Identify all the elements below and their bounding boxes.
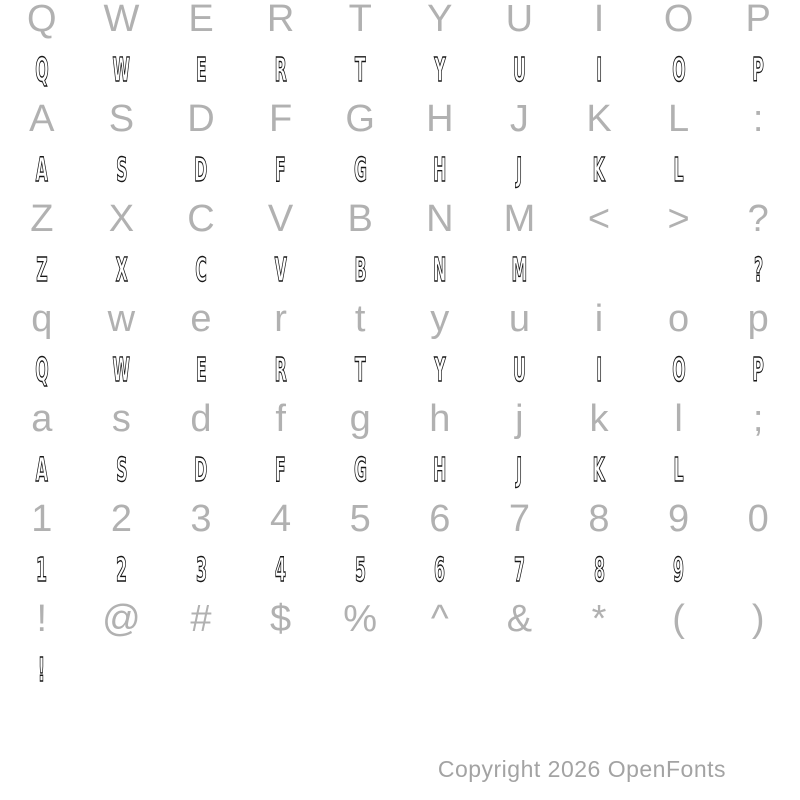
- custom-glyph-row: [2, 144, 798, 194]
- reference-char: [320, 400, 400, 438]
- reference-char: [2, 600, 82, 638]
- glyph: U: [512, 49, 526, 89]
- custom-glyph-char: [241, 149, 321, 189]
- glyph: 6: [429, 498, 451, 540]
- custom-glyph-row: [2, 244, 798, 294]
- custom-glyph-row: [2, 444, 798, 494]
- glyph: Q: [27, 0, 57, 40]
- custom-glyph-char: [2, 49, 82, 89]
- glyph: S: [115, 149, 128, 189]
- custom-glyph-char: [241, 449, 321, 489]
- custom-glyph-char: [400, 149, 480, 189]
- reference-char: [639, 100, 719, 138]
- glyph: r: [274, 298, 287, 340]
- reference-char: [241, 200, 321, 238]
- reference-char: [639, 400, 719, 438]
- custom-glyph-char: [82, 149, 162, 189]
- reference-char: [559, 300, 639, 338]
- glyph: ;: [752, 398, 764, 440]
- reference-char: [718, 300, 798, 338]
- glyph: I: [596, 349, 602, 389]
- glyph: D: [187, 98, 215, 140]
- reference-char: [241, 100, 321, 138]
- reference-char: [480, 600, 560, 638]
- reference-char: [320, 600, 400, 638]
- custom-glyph-char: [718, 561, 798, 577]
- reference-char: [82, 600, 162, 638]
- glyph: *: [591, 598, 607, 640]
- glyph: ?: [753, 249, 763, 289]
- glyph: y: [430, 298, 450, 340]
- reference-char: [82, 300, 162, 338]
- reference-char: [82, 100, 162, 138]
- reference-char: [2, 300, 82, 338]
- custom-glyph-char: [718, 249, 798, 289]
- reference-char: [241, 600, 321, 638]
- reference-char: [718, 200, 798, 238]
- glyph: :: [752, 98, 764, 140]
- glyph: 8: [588, 498, 610, 540]
- glyph: E: [188, 0, 214, 40]
- reference-char: [400, 400, 480, 438]
- glyph: W: [112, 349, 131, 389]
- reference-char: [320, 200, 400, 238]
- custom-glyph-char: [320, 349, 400, 389]
- reference-char: [718, 100, 798, 138]
- custom-glyph-char: [400, 449, 480, 489]
- reference-char: [718, 500, 798, 538]
- custom-glyph-char: [480, 349, 560, 389]
- custom-glyph-char: [559, 261, 639, 277]
- custom-glyph-char: [639, 349, 719, 389]
- custom-glyph-char: [161, 49, 241, 89]
- glyph: 4: [275, 549, 287, 589]
- custom-glyph-char: [400, 549, 480, 589]
- glyph: Q: [35, 349, 49, 389]
- glyph: P: [752, 349, 764, 389]
- glyph: ^: [430, 598, 449, 640]
- glyph: p: [747, 298, 769, 340]
- custom-glyph-char: [320, 661, 400, 677]
- glyph: 3: [190, 498, 212, 540]
- glyph: I: [593, 0, 605, 40]
- custom-glyph-char: [2, 349, 82, 389]
- glyph: X: [115, 249, 128, 289]
- glyph: d: [190, 398, 212, 440]
- custom-glyph-char: [2, 649, 82, 689]
- glyph: A: [29, 98, 55, 140]
- reference-char: [639, 200, 719, 238]
- glyph: &: [506, 598, 533, 640]
- glyph: w: [107, 298, 136, 340]
- custom-glyph-char: [2, 249, 82, 289]
- custom-glyph-char: [82, 449, 162, 489]
- glyph: J: [516, 449, 523, 489]
- glyph: M: [503, 198, 536, 240]
- copyright-text: Copyright 2026 OpenFonts: [437, 756, 726, 782]
- custom-glyph-char: [559, 349, 639, 389]
- glyph: !: [36, 598, 48, 640]
- glyph: I: [596, 49, 602, 89]
- reference-char-row: [2, 394, 798, 444]
- custom-glyph-char: [82, 661, 162, 677]
- custom-glyph-char: [241, 549, 321, 589]
- glyph: L: [673, 449, 684, 489]
- glyph: i: [594, 298, 604, 340]
- custom-glyph-char: [480, 661, 560, 677]
- glyph: B: [354, 249, 367, 289]
- reference-char: [718, 0, 798, 38]
- glyph: H: [426, 98, 454, 140]
- custom-glyph-char: [2, 149, 82, 189]
- custom-glyph-char: [320, 249, 400, 289]
- glyph: E: [195, 349, 207, 389]
- custom-glyph-char: [82, 49, 162, 89]
- reference-char-row: [2, 594, 798, 644]
- custom-glyph-char: [639, 149, 719, 189]
- glyph: 2: [110, 498, 132, 540]
- custom-glyph-char: [320, 549, 400, 589]
- custom-glyph-char: [718, 161, 798, 177]
- glyph: S: [108, 98, 135, 140]
- glyph: Z: [30, 198, 54, 240]
- reference-char: [639, 300, 719, 338]
- glyph: H: [433, 449, 447, 489]
- glyph: A: [35, 449, 48, 489]
- reference-char: [161, 200, 241, 238]
- glyph: L: [673, 149, 684, 189]
- glyph: 5: [349, 498, 371, 540]
- custom-glyph-char: [480, 249, 560, 289]
- reference-char: [2, 0, 82, 38]
- custom-glyph-char: [320, 49, 400, 89]
- glyph: h: [429, 398, 451, 440]
- glyph: Z: [36, 249, 48, 289]
- glyph: C: [187, 198, 215, 240]
- glyph: F: [275, 149, 286, 189]
- custom-glyph-char: [2, 449, 82, 489]
- glyph: A: [35, 149, 48, 189]
- reference-char: [2, 500, 82, 538]
- reference-char: [400, 200, 480, 238]
- glyph: P: [752, 49, 764, 89]
- custom-glyph-char: [400, 249, 480, 289]
- custom-glyph-char: [639, 661, 719, 677]
- glyph: 7: [508, 498, 530, 540]
- glyph: E: [195, 49, 207, 89]
- glyph: Y: [434, 349, 446, 389]
- glyph: T: [354, 349, 366, 389]
- glyph: Y: [427, 0, 453, 40]
- custom-glyph-row: [2, 44, 798, 94]
- glyph: 5: [354, 549, 366, 589]
- glyph: ): [751, 598, 765, 640]
- glyph: o: [668, 298, 690, 340]
- custom-glyph-char: [82, 349, 162, 389]
- glyph: T: [354, 49, 366, 89]
- custom-glyph-char: [161, 249, 241, 289]
- reference-char: [82, 200, 162, 238]
- reference-char: [559, 600, 639, 638]
- reference-char: [161, 300, 241, 338]
- custom-glyph-row: [2, 544, 798, 594]
- custom-glyph-char: [639, 549, 719, 589]
- glyph: 3: [195, 549, 207, 589]
- custom-glyph-char: [400, 49, 480, 89]
- glyph: 4: [270, 498, 292, 540]
- reference-char: [718, 600, 798, 638]
- custom-glyph-char: [559, 661, 639, 677]
- glyph: t: [354, 298, 366, 340]
- glyph: V: [267, 198, 294, 240]
- glyph: F: [268, 98, 293, 140]
- glyph: <: [587, 198, 611, 240]
- reference-char: [400, 100, 480, 138]
- glyph: l: [674, 398, 683, 440]
- reference-char: [82, 500, 162, 538]
- reference-char: [2, 100, 82, 138]
- custom-glyph-char: [559, 149, 639, 189]
- glyph: j: [515, 398, 524, 440]
- custom-glyph-char: [559, 549, 639, 589]
- custom-glyph-char: [480, 449, 560, 489]
- custom-glyph-char: [400, 349, 480, 389]
- glyph: 1: [36, 549, 48, 589]
- glyph: G: [353, 149, 367, 189]
- glyph: K: [586, 98, 612, 140]
- custom-glyph-char: [718, 349, 798, 389]
- custom-glyph-char: [82, 249, 162, 289]
- glyph: 9: [673, 549, 685, 589]
- glyph: M: [511, 249, 528, 289]
- custom-glyph-char: [241, 49, 321, 89]
- glyph: %: [343, 598, 378, 640]
- glyph: q: [31, 298, 53, 340]
- reference-char-row: [2, 0, 798, 44]
- reference-char: [400, 500, 480, 538]
- glyph: K: [592, 449, 606, 489]
- glyph: Y: [434, 49, 446, 89]
- glyph: s: [111, 398, 131, 440]
- custom-glyph-char: [161, 349, 241, 389]
- reference-char-row: [2, 494, 798, 544]
- glyph: 8: [593, 549, 605, 589]
- custom-glyph-char: [480, 549, 560, 589]
- custom-glyph-char: [161, 149, 241, 189]
- custom-glyph-char: [718, 49, 798, 89]
- reference-char: [718, 400, 798, 438]
- reference-char: [480, 100, 560, 138]
- custom-glyph-char: [559, 449, 639, 489]
- glyph: B: [347, 198, 373, 240]
- glyph: W: [103, 0, 140, 40]
- reference-char: [161, 400, 241, 438]
- reference-char: [320, 100, 400, 138]
- reference-char: [2, 400, 82, 438]
- reference-char: [480, 400, 560, 438]
- reference-char: [320, 0, 400, 38]
- custom-glyph-char: [241, 661, 321, 677]
- reference-char: [559, 200, 639, 238]
- reference-char: [82, 400, 162, 438]
- glyph: ?: [747, 198, 769, 240]
- glyph: K: [592, 149, 606, 189]
- reference-char: [161, 0, 241, 38]
- glyph: 0: [747, 498, 769, 540]
- glyph: D: [194, 149, 208, 189]
- custom-glyph-char: [161, 661, 241, 677]
- reference-char: [400, 0, 480, 38]
- glyph: u: [508, 298, 530, 340]
- glyph: g: [349, 398, 371, 440]
- glyph: e: [190, 298, 212, 340]
- reference-char: [241, 400, 321, 438]
- custom-glyph-char: [559, 49, 639, 89]
- reference-char: [320, 300, 400, 338]
- glyph: !: [38, 649, 46, 689]
- glyph: T: [348, 0, 372, 40]
- glyph: $: [270, 598, 292, 640]
- glyph: U: [512, 349, 526, 389]
- glyph: N: [433, 249, 447, 289]
- custom-glyph-row: [2, 344, 798, 394]
- glyph: U: [505, 0, 534, 40]
- reference-char: [2, 200, 82, 238]
- reference-char: [161, 600, 241, 638]
- custom-glyph-char: [639, 49, 719, 89]
- glyph: 6: [434, 549, 446, 589]
- glyph: a: [31, 398, 53, 440]
- glyph: X: [108, 198, 135, 240]
- reference-char: [639, 500, 719, 538]
- custom-glyph-char: [480, 49, 560, 89]
- custom-glyph-row: [2, 644, 798, 694]
- reference-char: [559, 0, 639, 38]
- glyph: W: [112, 49, 131, 89]
- glyph: G: [345, 98, 375, 140]
- custom-glyph-char: [320, 149, 400, 189]
- glyph: 9: [668, 498, 690, 540]
- reference-char: [400, 300, 480, 338]
- reference-char: [241, 500, 321, 538]
- glyph: 7: [513, 549, 525, 589]
- glyph: C: [195, 249, 207, 289]
- glyph: F: [275, 449, 286, 489]
- glyph: H: [433, 149, 447, 189]
- reference-char-row: [2, 94, 798, 144]
- custom-glyph-char: [639, 449, 719, 489]
- glyph: 2: [115, 549, 127, 589]
- reference-char: [320, 500, 400, 538]
- glyph: O: [663, 0, 694, 40]
- reference-char: [639, 0, 719, 38]
- custom-glyph-char: [480, 149, 560, 189]
- glyph: V: [274, 249, 287, 289]
- glyph: >: [667, 198, 690, 240]
- custom-glyph-char: [2, 549, 82, 589]
- custom-glyph-char: [718, 661, 798, 677]
- glyph: 1: [31, 498, 53, 540]
- custom-glyph-char: [718, 461, 798, 477]
- reference-char: [639, 600, 719, 638]
- reference-char: [480, 0, 560, 38]
- glyph: L: [668, 98, 690, 140]
- glyph: S: [115, 449, 128, 489]
- reference-char: [480, 500, 560, 538]
- glyph: J: [516, 149, 523, 189]
- reference-char: [82, 0, 162, 38]
- glyph: Q: [35, 49, 49, 89]
- custom-glyph-char: [82, 549, 162, 589]
- reference-char: [241, 0, 321, 38]
- custom-glyph-char: [320, 449, 400, 489]
- reference-char: [559, 100, 639, 138]
- glyph: R: [274, 349, 287, 389]
- reference-char-row: [2, 294, 798, 344]
- glyph: O: [671, 349, 686, 389]
- custom-glyph-char: [161, 549, 241, 589]
- glyph: R: [266, 0, 295, 40]
- reference-char: [559, 400, 639, 438]
- custom-glyph-char: [400, 661, 480, 677]
- reference-char-row: [2, 194, 798, 244]
- custom-glyph-char: [241, 349, 321, 389]
- glyph: R: [274, 49, 287, 89]
- reference-char: [480, 200, 560, 238]
- glyph: k: [589, 398, 609, 440]
- glyph: N: [426, 198, 454, 240]
- glyph: P: [745, 0, 771, 40]
- reference-char: [241, 300, 321, 338]
- glyph: O: [671, 49, 686, 89]
- reference-char: [559, 500, 639, 538]
- glyph: (: [672, 598, 685, 640]
- glyph: f: [275, 398, 286, 440]
- glyph: J: [509, 98, 529, 140]
- custom-glyph-char: [161, 449, 241, 489]
- reference-char: [480, 300, 560, 338]
- reference-char: [400, 600, 480, 638]
- glyph: G: [353, 449, 367, 489]
- glyph: D: [194, 449, 208, 489]
- reference-char: [161, 100, 241, 138]
- reference-char: [161, 500, 241, 538]
- glyph: @: [102, 598, 141, 640]
- glyph: #: [190, 598, 212, 640]
- custom-glyph-char: [241, 249, 321, 289]
- char-grid: [2, 0, 798, 694]
- custom-glyph-char: [639, 261, 719, 277]
